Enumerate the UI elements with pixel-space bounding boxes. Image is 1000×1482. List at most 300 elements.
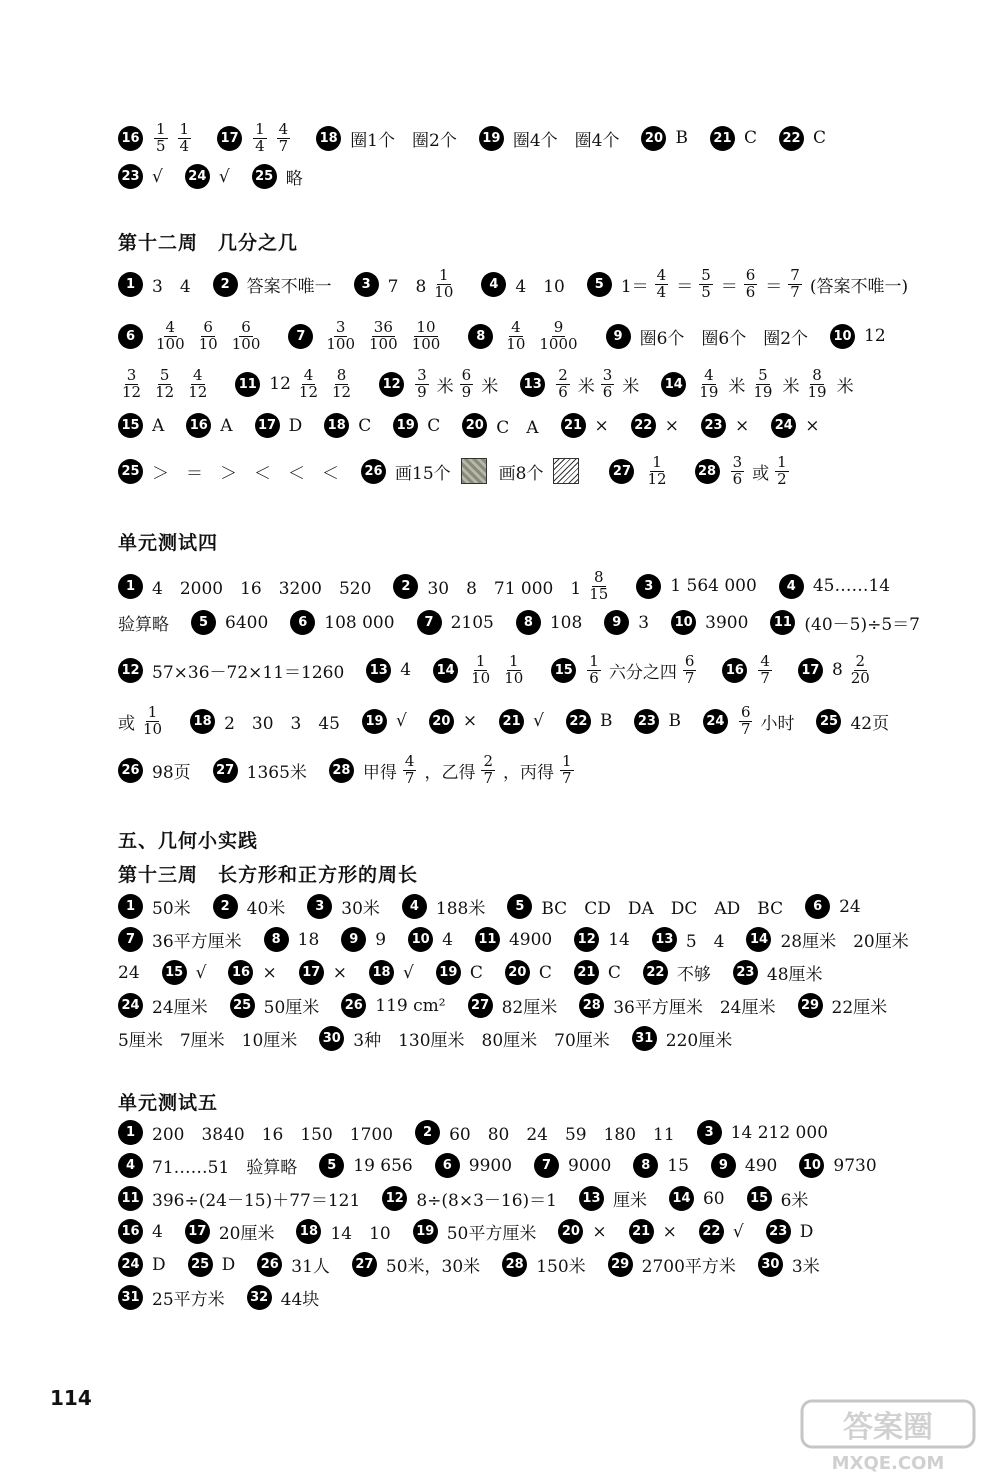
fraction: 1 2 <box>777 453 787 488</box>
question-number-badge: 19 <box>413 1219 438 1244</box>
answer-item <box>252 164 307 189</box>
answer-text: 验算略 <box>118 615 169 635</box>
answer-text: 12 <box>269 374 291 395</box>
answer-item <box>507 894 787 919</box>
answer-item <box>701 413 753 438</box>
answer-text: B <box>668 711 681 732</box>
question-number-badge: 1 <box>118 894 143 919</box>
answer-item <box>574 960 625 985</box>
answer-item <box>697 1120 832 1145</box>
answer-item <box>213 758 311 783</box>
answer-text: 3种 130厘米 80厘米 70厘米 <box>353 1031 610 1051</box>
answer-text: 9730 <box>833 1155 877 1176</box>
answer-text: C <box>743 128 757 149</box>
answer-item <box>118 658 348 683</box>
answer-line <box>118 1120 950 1145</box>
answer-text: C <box>427 415 441 436</box>
answer-text: 圈6个 圈6个 圈2个 <box>639 328 809 349</box>
question-number-badge: 16 <box>186 413 211 438</box>
question-number-badge: 10 <box>671 610 696 635</box>
question-number-badge: 20 <box>558 1219 583 1244</box>
answer-text: 2105 <box>450 612 494 633</box>
question-number-badge: 21 <box>710 126 735 151</box>
answer-item <box>288 320 450 353</box>
answer-item <box>516 610 586 635</box>
question-number-badge: 23 <box>701 413 726 438</box>
question-number-badge: 8 <box>516 610 541 635</box>
answer-line <box>118 894 950 919</box>
question-number-badge: 17 <box>299 960 324 985</box>
answer-text: 米 <box>728 376 746 397</box>
fraction: 8 19 <box>807 366 827 401</box>
answer-item <box>499 709 548 734</box>
section-heading: 单元测试五 <box>118 1092 219 1114</box>
question-number-badge: 29 <box>798 993 823 1018</box>
question-number-badge: 25 <box>188 1252 213 1277</box>
answer-text: √ <box>533 711 544 732</box>
answer-item <box>462 413 542 438</box>
answer-text: 4900 <box>508 929 553 950</box>
question-number-badge: 29 <box>608 1252 633 1277</box>
answer-text: ，丙得 <box>503 762 554 783</box>
fraction: 1 10 <box>504 652 524 687</box>
question-number-badge: 17 <box>185 1219 210 1244</box>
answer-text: (40－5)÷5＝7 <box>804 615 920 635</box>
answer-item <box>362 709 411 734</box>
answer-text: 220厘米 <box>665 1031 733 1051</box>
question-number-badge: 27 <box>468 993 493 1018</box>
answer-text: × <box>462 711 478 732</box>
answer-text: 米 <box>481 376 499 397</box>
question-number-badge: 15 <box>162 960 187 985</box>
answer-text: C A <box>496 418 539 438</box>
answer-line <box>118 1026 950 1051</box>
answer-item <box>798 654 880 687</box>
answer-text: 米 <box>577 376 595 397</box>
answer-item <box>770 610 924 635</box>
question-number-badge: 2 <box>393 574 418 599</box>
answer-text: √ <box>195 962 207 983</box>
answer-line <box>118 320 950 353</box>
answer-text: 98页 <box>152 762 191 783</box>
question-number-badge: 6 <box>435 1153 460 1178</box>
fraction: 6 7 <box>740 703 751 738</box>
question-number-badge: 26 <box>118 758 143 783</box>
answer-text: 14 <box>608 929 630 950</box>
answer-text: 188米 <box>435 899 486 919</box>
answer-text: D <box>288 415 303 436</box>
answer-item <box>699 1219 748 1244</box>
answer-item <box>632 1026 736 1051</box>
answer-item <box>633 1153 693 1178</box>
answer-item <box>816 709 893 734</box>
question-number-badge: 13 <box>652 927 677 952</box>
question-number-badge: 2 <box>213 894 238 919</box>
question-number-badge: 20 <box>505 960 530 985</box>
answer-text: 14 212 000 <box>730 1122 829 1143</box>
answer-text: √ <box>402 962 414 983</box>
svg-text:MXQE.COM: MXQE.COM <box>831 1453 945 1474</box>
answer-text: 6400 <box>225 612 269 633</box>
answer-item <box>634 709 685 734</box>
answer-item <box>316 126 461 151</box>
question-number-badge: 21 <box>561 413 586 438</box>
question-number-badge: 17 <box>217 126 242 151</box>
question-number-badge: 1 <box>118 272 143 297</box>
answer-item <box>579 993 779 1018</box>
fraction: 2 20 <box>850 652 870 687</box>
answer-item <box>502 1252 589 1277</box>
fraction: 5 19 <box>753 366 773 401</box>
answer-item <box>629 1219 681 1244</box>
answer-text: 57×36－72×11＝1260 <box>152 662 345 683</box>
answer-item <box>118 413 168 438</box>
answer-item <box>710 126 761 151</box>
question-number-badge: 18 <box>316 126 341 151</box>
answer-text: 略 <box>285 169 303 189</box>
answer-item <box>213 272 336 297</box>
answer-line <box>118 368 950 401</box>
answer-text: 4 <box>152 1221 163 1242</box>
answer-text: 24 <box>839 896 861 917</box>
answer-text: 米 <box>622 376 640 397</box>
fraction: 6 10 <box>198 318 218 353</box>
answer-item <box>779 126 830 151</box>
question-number-badge: 10 <box>830 324 855 349</box>
question-number-badge: 25 <box>118 459 143 484</box>
answer-text: 4 <box>400 660 412 681</box>
answer-item <box>118 963 144 983</box>
answer-item <box>118 758 195 783</box>
answer-text: 24厘米 <box>152 998 208 1018</box>
answer-item <box>661 368 857 401</box>
answer-text: 36平方厘米 24厘米 <box>613 998 776 1018</box>
question-number-badge: 16 <box>722 658 747 683</box>
question-number-badge: 19 <box>362 709 387 734</box>
answer-line <box>118 164 950 189</box>
answer-text: ＝ <box>676 276 694 297</box>
question-number-badge: 18 <box>190 709 215 734</box>
question-number-badge: 3 <box>307 894 332 919</box>
question-number-badge: 13 <box>579 1186 604 1211</box>
answer-line <box>118 1252 950 1277</box>
question-number-badge: 13 <box>520 372 545 397</box>
answer-item <box>534 1153 615 1178</box>
question-number-badge: 22 <box>631 413 656 438</box>
answer-item <box>805 894 865 919</box>
answer-item <box>520 368 643 401</box>
answer-text: 20厘米 <box>218 1224 275 1244</box>
question-number-badge: 15 <box>551 658 576 683</box>
answer-line <box>118 1153 950 1178</box>
answer-item <box>299 960 351 985</box>
answer-text: 15 <box>667 1155 689 1176</box>
answer-item <box>758 1252 824 1277</box>
answer-text: 厘米 <box>612 1191 647 1211</box>
question-number-badge: 24 <box>118 1252 143 1277</box>
answer-item <box>641 126 692 151</box>
answer-text: D <box>152 1254 166 1275</box>
answer-item <box>296 1219 394 1244</box>
answer-text: 50厘米 <box>263 998 320 1018</box>
answer-line <box>118 993 950 1018</box>
answer-item <box>436 960 487 985</box>
question-number-badge: 6 <box>290 610 315 635</box>
question-number-badge: 27 <box>609 459 634 484</box>
answer-item <box>118 272 195 297</box>
answer-item <box>771 413 823 438</box>
answer-text: 18 <box>297 929 320 950</box>
question-number-badge: 20 <box>429 709 454 734</box>
fraction: 8 12 <box>332 366 352 401</box>
question-number-badge: 16 <box>118 1219 143 1244</box>
question-number-badge: 28 <box>695 459 720 484</box>
answer-item <box>118 894 195 919</box>
fraction: 4 12 <box>188 366 208 401</box>
question-number-badge: 24 <box>118 993 143 1018</box>
answer-text: 108 000 <box>324 612 395 633</box>
question-number-badge: 5 <box>319 1153 344 1178</box>
answer-line <box>118 960 950 985</box>
fraction: 6 9 <box>461 366 472 401</box>
question-number-badge: 7 <box>288 324 313 349</box>
question-number-badge: 1 <box>118 574 143 599</box>
answer-text: 19 656 <box>353 1155 413 1176</box>
answer-line <box>118 1285 950 1310</box>
answer-text: 490 <box>744 1155 778 1176</box>
fraction: 4 7 <box>404 752 415 787</box>
question-number-badge: 11 <box>235 372 260 397</box>
question-number-badge: 21 <box>499 709 524 734</box>
answer-text: C <box>538 962 552 983</box>
answer-text: √ <box>218 166 230 187</box>
answer-item <box>352 1252 484 1277</box>
answer-item <box>257 1252 334 1277</box>
answer-text: 31人 <box>291 1257 330 1277</box>
question-number-badge: 16 <box>118 126 143 151</box>
section-heading: 第十二周 几分之几 <box>118 232 299 254</box>
answer-text: 3900 <box>705 612 749 633</box>
answer-item <box>393 570 618 603</box>
answer-item <box>608 1252 740 1277</box>
question-number-badge: 3 <box>354 272 379 297</box>
answer-text: 119 cm² <box>375 995 446 1016</box>
answer-text: 六分之四 <box>608 662 677 683</box>
answer-item <box>798 993 892 1018</box>
answer-item <box>235 368 361 401</box>
answer-text: 30 8 71 000 1 <box>427 578 582 599</box>
answer-text: 48厘米 <box>766 965 823 985</box>
answer-text: √ <box>152 166 163 187</box>
question-number-badge: 11 <box>118 1186 143 1211</box>
fraction: 1 5 <box>156 120 166 155</box>
question-number-badge: 15 <box>747 1186 772 1211</box>
answer-item <box>574 927 634 952</box>
answer-text: 9000 <box>568 1155 612 1176</box>
fraction: 1 4 <box>179 120 190 155</box>
answer-text: C <box>812 128 826 149</box>
answer-item <box>747 1186 813 1211</box>
answer-item <box>382 1186 561 1211</box>
question-number-badge: 23 <box>733 960 758 985</box>
question-number-badge: 5 <box>191 610 216 635</box>
hatched-square-icon <box>553 458 579 484</box>
answer-text: 396÷(24－15)＋77＝121 <box>152 1191 361 1211</box>
question-number-badge: 5 <box>587 272 612 297</box>
question-number-badge: 24 <box>771 413 796 438</box>
answer-text: 小时 <box>760 713 795 734</box>
answer-item <box>393 413 444 438</box>
answer-item <box>162 960 211 985</box>
answer-text: √ <box>396 711 407 732</box>
answer-item <box>433 654 533 687</box>
answer-item <box>468 320 587 353</box>
answer-text: 7 8 <box>387 276 427 297</box>
answer-text: 44块 <box>280 1290 320 1310</box>
answer-line <box>118 754 950 787</box>
question-number-badge: 28 <box>579 993 604 1018</box>
answer-text: × <box>592 1221 607 1242</box>
answer-item <box>609 455 676 488</box>
answer-text: × <box>735 415 750 436</box>
answer-text: 米 <box>782 376 800 397</box>
answer-text: 圈4个 圈4个 <box>512 130 620 151</box>
question-number-badge: 27 <box>352 1252 377 1277</box>
answer-text: ＝ <box>765 276 783 297</box>
question-number-badge: 19 <box>479 126 504 151</box>
answer-line <box>118 705 950 738</box>
answer-text: 50平方厘米 <box>446 1224 537 1244</box>
answer-text: 2 30 3 45 <box>224 713 340 734</box>
answer-line <box>118 1219 950 1244</box>
answer-item <box>354 268 464 301</box>
section-heading: 第十三周 长方形和正方形的周长 <box>118 864 419 886</box>
answer-item <box>185 1219 279 1244</box>
fraction: 4 4 <box>656 266 667 301</box>
watermark-logo <box>798 1395 978 1475</box>
answer-item <box>341 993 449 1018</box>
question-number-badge: 18 <box>369 960 394 985</box>
question-number-badge: 9 <box>711 1153 736 1178</box>
fraction: 9 1000 <box>539 318 578 353</box>
answer-text: × <box>662 1221 677 1242</box>
question-number-badge: 22 <box>566 709 591 734</box>
answer-item <box>402 894 489 919</box>
fraction: 1 10 <box>471 652 491 687</box>
answer-text: 1 564 000 <box>670 576 757 597</box>
answer-text: 22厘米 <box>831 998 888 1018</box>
fraction: 4 12 <box>298 366 319 401</box>
question-number-badge: 19 <box>393 413 418 438</box>
answer-text: D <box>799 1221 814 1242</box>
fraction: 3 6 <box>602 366 613 401</box>
answer-item <box>636 574 761 599</box>
fraction: 3 6 <box>732 453 743 488</box>
answer-item <box>118 574 375 599</box>
answer-item <box>319 1153 416 1178</box>
answer-item <box>191 610 272 635</box>
fraction: 5 12 <box>155 366 175 401</box>
fraction: 6 6 <box>745 266 756 301</box>
question-number-badge: 31 <box>118 1285 143 1310</box>
answer-item <box>417 610 498 635</box>
answer-text: 60 <box>702 1188 725 1209</box>
question-number-badge: 8 <box>264 927 289 952</box>
answer-line <box>118 122 950 155</box>
question-number-badge: 22 <box>643 960 668 985</box>
answer-item <box>369 960 418 985</box>
fraction: 1 4 <box>255 120 265 155</box>
page-number: 114 <box>50 1386 92 1410</box>
answer-text: 米 <box>836 376 854 397</box>
answer-item <box>329 754 582 787</box>
answer-item <box>429 709 481 734</box>
answer-item <box>341 927 390 952</box>
answer-item <box>703 705 799 738</box>
answer-item <box>695 455 797 488</box>
question-number-badge: 14 <box>433 658 458 683</box>
answer-item <box>118 1252 170 1277</box>
answer-item <box>307 894 384 919</box>
question-number-badge: 26 <box>361 459 386 484</box>
answer-item <box>190 709 344 734</box>
question-number-badge: 5 <box>507 894 532 919</box>
answer-item <box>118 164 167 189</box>
answer-text: 5 4 <box>685 932 725 952</box>
question-number-badge: 18 <box>296 1219 321 1244</box>
answer-item <box>118 1219 167 1244</box>
answer-item <box>118 1026 301 1051</box>
answer-text: 50米 <box>152 899 191 919</box>
answer-text: 4 10 <box>515 276 565 297</box>
answer-text: B <box>675 128 688 149</box>
svg-text:答案圈: 答案圈 <box>843 1410 933 1445</box>
question-number-badge: 7 <box>417 610 442 635</box>
answer-item <box>366 658 415 683</box>
answer-item <box>779 574 894 599</box>
answer-item <box>324 413 375 438</box>
answer-text: 画8个 <box>498 463 544 484</box>
question-number-badge: 4 <box>402 894 427 919</box>
answer-text: 6米 <box>780 1191 809 1211</box>
answer-line <box>118 570 950 603</box>
answer-item <box>361 458 591 484</box>
answer-text: 200 3840 16 150 1700 <box>152 1125 394 1145</box>
answer-text: 25平方米 <box>152 1290 225 1310</box>
answer-text: 30米 <box>341 899 380 919</box>
question-number-badge: 2 <box>415 1120 440 1145</box>
question-number-badge: 9 <box>604 610 629 635</box>
answer-item <box>830 324 890 349</box>
question-number-badge: 9 <box>606 324 631 349</box>
gray-shaded-square-icon <box>461 458 487 484</box>
answer-item <box>551 654 704 687</box>
question-number-badge: 26 <box>257 1252 282 1277</box>
question-number-badge: 8 <box>633 1153 658 1178</box>
answer-text: 3米 <box>791 1257 820 1277</box>
answer-text: × <box>332 962 347 983</box>
answer-item <box>799 1153 880 1178</box>
answer-item <box>722 654 780 687</box>
question-number-badge: 7 <box>118 927 143 952</box>
answer-item <box>631 413 683 438</box>
question-number-badge: 28 <box>502 1252 527 1277</box>
question-number-badge: 23 <box>634 709 659 734</box>
question-number-badge: 14 <box>746 927 771 952</box>
fraction: 3 12 <box>122 366 142 401</box>
answer-item <box>185 164 234 189</box>
answer-line <box>118 413 950 438</box>
